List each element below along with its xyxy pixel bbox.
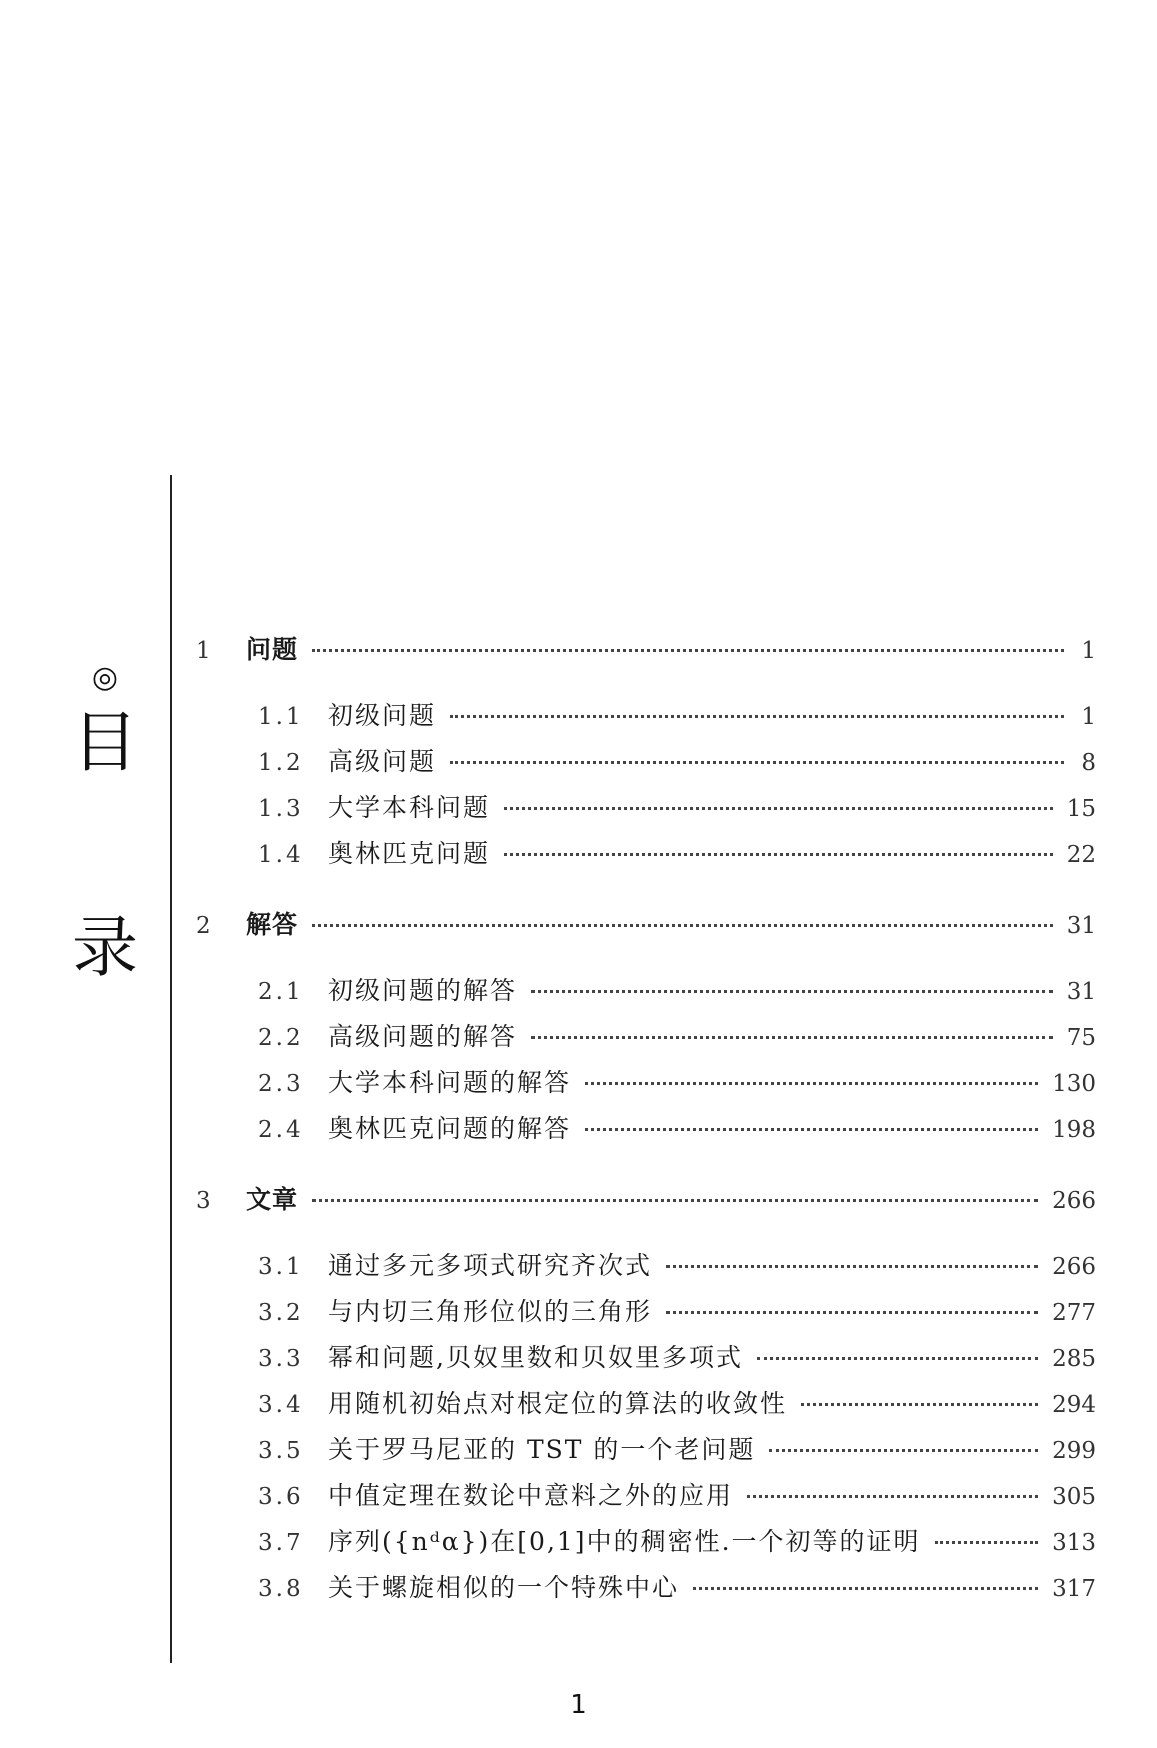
toc-entry-page: 198 bbox=[1052, 1117, 1096, 1143]
toc-entry-title: 解答 bbox=[246, 910, 299, 939]
toc-entry-page: 75 bbox=[1066, 1025, 1096, 1051]
toc-entry-title: 与内切三角形位似的三角形 bbox=[328, 1297, 653, 1326]
toc-entry-page: 31 bbox=[1066, 979, 1096, 1005]
toc-entry-number: 2.4 bbox=[258, 1117, 304, 1143]
toc-entry-title: 通过多元多项式研究齐次式 bbox=[328, 1251, 653, 1280]
toc-section-3-5[interactable] bbox=[196, 1430, 1096, 1470]
toc-entry-number: 3.8 bbox=[258, 1576, 304, 1602]
toc-entry-page: 130 bbox=[1052, 1071, 1096, 1097]
toc-entry-title: 文章 bbox=[246, 1185, 299, 1214]
dot-leader bbox=[450, 761, 1064, 764]
toc-entry-number: 1.4 bbox=[258, 842, 304, 868]
dot-leader bbox=[801, 1403, 1038, 1406]
toc-section-3-8[interactable] bbox=[196, 1568, 1096, 1608]
toc-entry-page: 8 bbox=[1081, 750, 1096, 776]
dot-leader bbox=[450, 715, 1064, 718]
dot-leader bbox=[935, 1541, 1039, 1544]
title-char-lu: 录 bbox=[72, 909, 138, 986]
toc-entry-page: 266 bbox=[1052, 1254, 1096, 1280]
toc-section-3-1[interactable] bbox=[196, 1246, 1096, 1286]
dot-leader bbox=[504, 807, 1053, 810]
toc-section-3-6[interactable] bbox=[196, 1476, 1096, 1516]
toc-entry-title: 高级问题 bbox=[328, 747, 437, 776]
toc-entry-page: 285 bbox=[1052, 1346, 1096, 1372]
toc-entry-title: 关于罗马尼亚的 TST 的一个老问题 bbox=[328, 1435, 756, 1464]
toc-entry-title: 序列({nᵈα})在[0,1]中的稠密性.一个初等的证明 bbox=[328, 1527, 921, 1556]
toc-entry-number: 2 bbox=[196, 913, 211, 939]
toc-entry-page: 1 bbox=[1081, 638, 1096, 664]
toc-entry-page: 31 bbox=[1066, 913, 1096, 939]
toc-entry-title: 大学本科问题 bbox=[328, 793, 491, 822]
title-char-mu: 目 bbox=[72, 704, 138, 781]
dot-leader bbox=[312, 924, 1053, 927]
toc-entry-page: 317 bbox=[1052, 1576, 1096, 1602]
toc-entry-page: 294 bbox=[1052, 1392, 1096, 1418]
dot-leader bbox=[504, 853, 1053, 856]
dot-leader bbox=[531, 1036, 1053, 1039]
toc-entry-title: 初级问题 bbox=[328, 701, 437, 730]
toc-entry-title: 用随机初始点对根定位的算法的收敛性 bbox=[328, 1389, 788, 1418]
toc-entry-title: 高级问题的解答 bbox=[328, 1022, 518, 1051]
page-number: 1 bbox=[570, 1690, 587, 1720]
toc-entry-page: 305 bbox=[1052, 1484, 1096, 1510]
toc-entry-number: 2.1 bbox=[258, 979, 304, 1005]
toc-entry-number: 2.2 bbox=[258, 1025, 304, 1051]
toc-entry-page: 15 bbox=[1066, 796, 1096, 822]
toc-section-3-7[interactable] bbox=[196, 1522, 1096, 1562]
toc-entry-page: 266 bbox=[1052, 1188, 1096, 1214]
toc-entry-number: 1 bbox=[196, 638, 211, 664]
toc-entry-number: 1.3 bbox=[258, 796, 304, 822]
toc-entry-number: 3.2 bbox=[258, 1300, 304, 1326]
dot-leader bbox=[747, 1495, 1038, 1498]
toc-entry-number: 1.1 bbox=[258, 704, 304, 730]
toc-entry-number: 3.5 bbox=[258, 1438, 304, 1464]
dot-leader bbox=[531, 990, 1053, 993]
toc-entry-title: 幂和问题,贝奴里数和贝奴里多项式 bbox=[328, 1343, 743, 1372]
toc-entry-title: 关于螺旋相似的一个特殊中心 bbox=[328, 1573, 680, 1602]
toc-entry-number: 3.4 bbox=[258, 1392, 304, 1418]
toc-chapter-3[interactable] bbox=[196, 1180, 1096, 1220]
toc-entry-number: 1.2 bbox=[258, 750, 304, 776]
vertical-rule bbox=[170, 475, 172, 1663]
toc-entry-title: 大学本科问题的解答 bbox=[328, 1068, 572, 1097]
toc-section-2-4[interactable] bbox=[196, 1109, 1096, 1149]
dot-leader bbox=[757, 1357, 1038, 1360]
toc-entry-number: 3.6 bbox=[258, 1484, 304, 1510]
dot-leader bbox=[312, 649, 1064, 652]
dot-leader bbox=[585, 1128, 1038, 1131]
toc-section-3-2[interactable] bbox=[196, 1292, 1096, 1332]
toc-section-1-1[interactable] bbox=[196, 696, 1096, 736]
toc-entry-number: 3.3 bbox=[258, 1346, 304, 1372]
toc-entry-title: 奥林匹克问题 bbox=[328, 839, 491, 868]
toc-section-2-3[interactable] bbox=[196, 1063, 1096, 1103]
toc-entry-page: 313 bbox=[1052, 1530, 1096, 1556]
toc-section-2-1[interactable] bbox=[196, 971, 1096, 1011]
dot-leader bbox=[585, 1082, 1038, 1085]
toc-section-3-4[interactable] bbox=[196, 1384, 1096, 1424]
dot-leader bbox=[769, 1449, 1038, 1452]
toc-section-3-3[interactable] bbox=[196, 1338, 1096, 1378]
toc-entry-title: 初级问题的解答 bbox=[328, 976, 518, 1005]
toc-entry-title: 问题 bbox=[246, 635, 299, 664]
toc-section-2-2[interactable] bbox=[196, 1017, 1096, 1057]
toc-section-1-2[interactable] bbox=[196, 742, 1096, 782]
dot-leader bbox=[312, 1199, 1038, 1202]
toc-entry-page: 22 bbox=[1066, 842, 1096, 868]
dot-leader bbox=[693, 1587, 1038, 1590]
toc-entry-number: 3.7 bbox=[258, 1530, 304, 1556]
toc-entry-page: 277 bbox=[1052, 1300, 1096, 1326]
toc-chapter-2[interactable] bbox=[196, 905, 1096, 945]
dot-leader bbox=[666, 1265, 1038, 1268]
toc-entry-page: 299 bbox=[1052, 1438, 1096, 1464]
toc-entry-title: 中值定理在数论中意料之外的应用 bbox=[328, 1481, 734, 1510]
toc-entry-number: 3 bbox=[196, 1188, 211, 1214]
toc-entry-title: 奥林匹克问题的解答 bbox=[328, 1114, 572, 1143]
toc-entry-page: 1 bbox=[1081, 704, 1096, 730]
title-ornament: ◎ bbox=[91, 660, 119, 695]
toc-chapter-1[interactable] bbox=[196, 630, 1096, 670]
toc-section-1-4[interactable] bbox=[196, 834, 1096, 874]
toc-section-1-3[interactable] bbox=[196, 788, 1096, 828]
toc-entry-number: 3.1 bbox=[258, 1254, 304, 1280]
dot-leader bbox=[666, 1311, 1038, 1314]
toc-entry-number: 2.3 bbox=[258, 1071, 304, 1097]
